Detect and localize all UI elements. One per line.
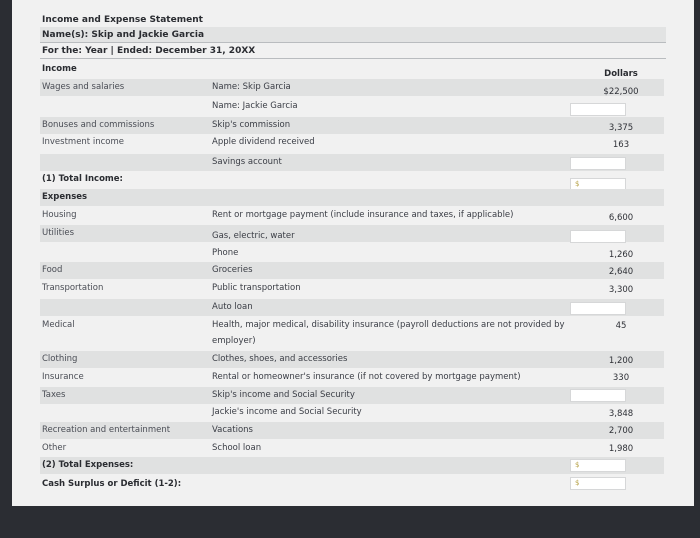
auto-loan-label: Auto loan xyxy=(212,302,253,312)
jackie-wages-field[interactable] xyxy=(570,103,626,116)
income-expense-statement xyxy=(12,0,694,506)
school-loan-label: School loan xyxy=(212,443,262,453)
auto-loan-field[interactable] xyxy=(570,302,626,315)
medical-row xyxy=(40,317,664,350)
health-label: Health, major medical, disability insurance (payroll deductions are not provided by employer) xyxy=(212,320,565,346)
skip-tax-field[interactable] xyxy=(570,389,626,402)
clothing-label: Clothing xyxy=(42,354,78,364)
jackie-tax-row xyxy=(40,404,664,421)
jackie-tax-value: 3,848 xyxy=(608,409,634,419)
insurance-row xyxy=(40,369,664,386)
total-income-label: (1) Total Income: xyxy=(42,174,123,184)
surplus-field[interactable] xyxy=(570,477,626,490)
savings-field[interactable] xyxy=(570,157,626,170)
housing-label: Housing xyxy=(42,210,77,220)
wages-value: $22,500 xyxy=(603,87,639,97)
income-heading: Income xyxy=(42,64,77,74)
bonuses-label: Bonuses and commissions xyxy=(42,120,155,130)
screen-bottom-edge xyxy=(0,506,700,538)
phone-label: Phone xyxy=(212,248,239,258)
gas-label: Gas, electric, water xyxy=(212,231,295,241)
transportation-row xyxy=(40,280,664,297)
dollars-heading: Dollars xyxy=(604,69,638,79)
total-expenses-field[interactable] xyxy=(570,459,626,472)
total-expenses-label: (2) Total Expenses: xyxy=(42,460,134,470)
clothing-row xyxy=(40,351,664,368)
food-row xyxy=(40,262,664,279)
name-jackie: Name: Jackie Garcia xyxy=(212,101,298,111)
dividend-value: 163 xyxy=(612,140,630,150)
medical-label: Medical xyxy=(42,320,75,330)
transportation-label: Transportation xyxy=(42,283,104,293)
recreation-label: Recreation and entertainment xyxy=(42,425,171,435)
expenses-heading-row xyxy=(40,189,664,206)
skip-commission: Skip's commission xyxy=(212,120,291,130)
insurance-label: Insurance xyxy=(42,372,84,382)
phone-value: 1,260 xyxy=(608,250,634,260)
public-transport-label: Public transportation xyxy=(212,283,301,293)
rent-value: 6,600 xyxy=(608,213,634,223)
statement-names: Name(s): Skip and Jackie Garcia xyxy=(40,27,666,43)
clothes-label: Clothes, shoes, and accessories xyxy=(212,354,348,364)
housing-row xyxy=(40,207,664,224)
other-label: Other xyxy=(42,443,67,453)
bonuses-row xyxy=(40,117,664,134)
clothes-value: 1,200 xyxy=(608,356,634,366)
food-label: Food xyxy=(42,265,63,275)
statement-period: For the: Year | Ended: December 31, 20XX xyxy=(40,43,666,59)
groceries-value: 2,640 xyxy=(608,267,634,277)
health-value: 45 xyxy=(615,321,627,331)
taxes-label: Taxes xyxy=(42,390,66,400)
savings-label: Savings account xyxy=(212,157,282,167)
surplus-prefix: $ xyxy=(575,479,580,487)
investment-row xyxy=(40,134,664,151)
vacations-value: 2,700 xyxy=(608,426,634,436)
groceries-label: Groceries xyxy=(212,265,253,275)
utilities-label: Utilities xyxy=(42,228,74,238)
transport-value: 3,300 xyxy=(608,285,634,295)
rental-value: 330 xyxy=(612,373,630,383)
rent-label: Rent or mortgage payment (include insurance and taxes, if applicable) xyxy=(212,210,514,220)
statement-title: Income and Expense Statement xyxy=(42,14,203,25)
name-skip: Name: Skip Garcia xyxy=(212,82,291,92)
dividend-label: Apple dividend received xyxy=(212,137,315,147)
investment-label: Investment income xyxy=(42,137,124,147)
expenses-heading: Expenses xyxy=(42,192,88,202)
jackie-tax-label: Jackie's income and Social Security xyxy=(212,407,362,417)
total-expenses-prefix: $ xyxy=(575,461,580,469)
school-value: 1,980 xyxy=(608,444,634,454)
skip-tax-label: Skip's income and Social Security xyxy=(212,390,355,400)
other-row xyxy=(40,440,664,457)
wages-row xyxy=(40,79,664,96)
bonus-value: 3,375 xyxy=(608,123,634,133)
vacations-label: Vacations xyxy=(212,425,253,435)
phone-row xyxy=(40,245,664,262)
surplus-label: Cash Surplus or Deficit (1-2): xyxy=(42,479,182,489)
rental-ins-label: Rental or homeowner's insurance (if not covered by mortgage payment) xyxy=(212,372,521,382)
total-income-prefix: $ xyxy=(575,180,580,188)
recreation-row xyxy=(40,422,664,439)
wages-label: Wages and salaries xyxy=(42,82,125,92)
gas-field[interactable] xyxy=(570,230,626,243)
